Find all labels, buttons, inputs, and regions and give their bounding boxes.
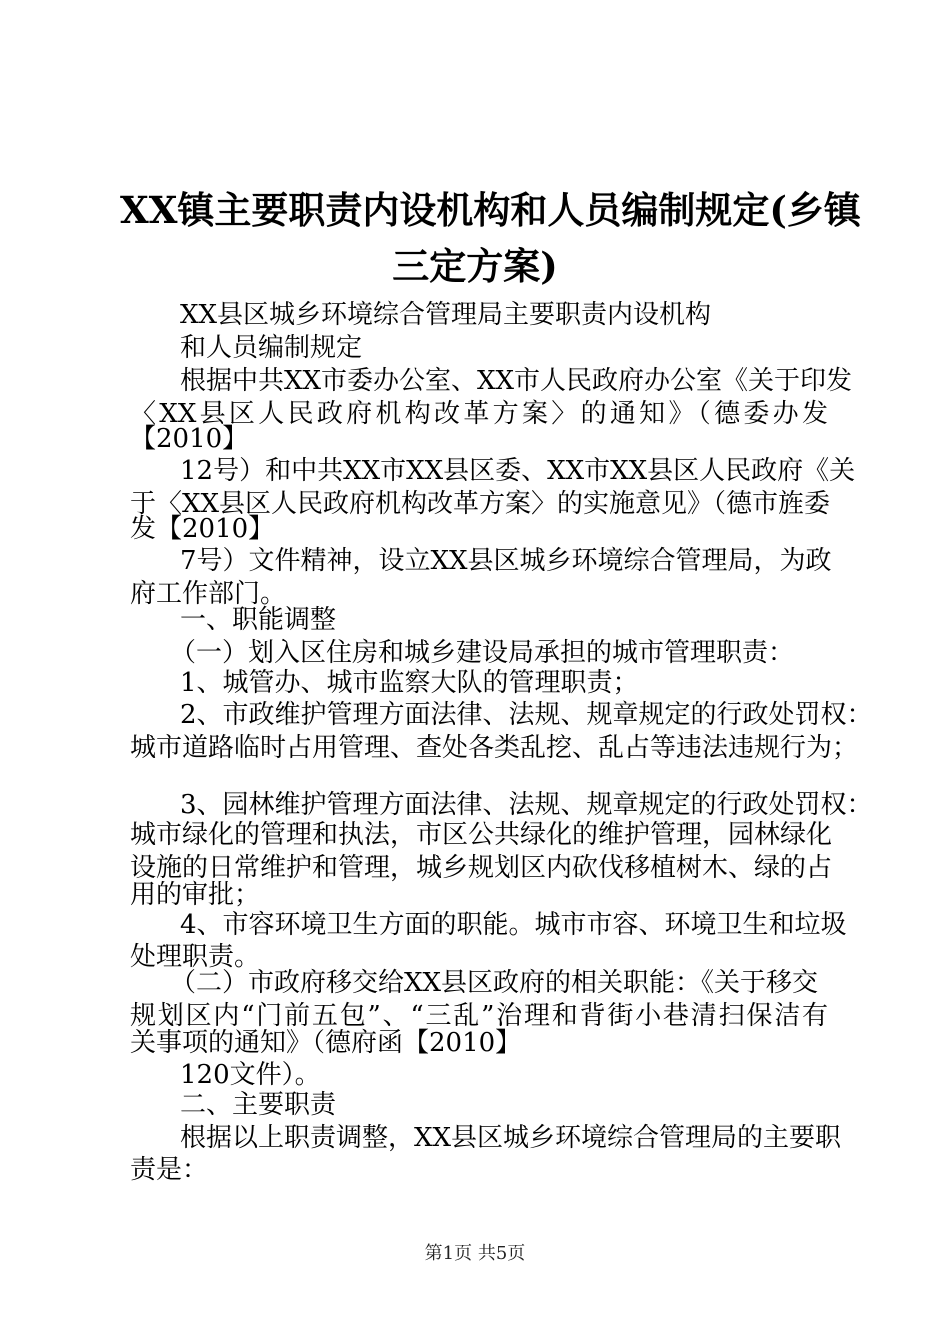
body-line: （二）市政府移交给XX县区政府的相关职能：《关于移交: [170, 968, 819, 998]
section-heading: 一、职能调整: [180, 605, 337, 635]
body-line: 处理职责。: [130, 942, 261, 972]
body-line: 120文件）。: [180, 1060, 321, 1090]
body-line: 城市道路临时占用管理、查处各类乱挖、乱占等违法违规行为；: [130, 733, 859, 763]
body-line: 责是：: [130, 1155, 209, 1185]
body-line: 【2010】: [130, 424, 249, 454]
body-line: 3、园林维护管理方面法律、法规、规章规定的行政处罚权：: [180, 790, 873, 820]
body-line: 用的审批；: [130, 880, 261, 910]
body-line: 关事项的通知》（德府函【2010】: [130, 1028, 522, 1058]
body-line: 城市绿化的管理和执法，市区公共绿化的维护管理，园林绿化: [130, 820, 833, 850]
section-heading: 二、主要职责: [180, 1090, 337, 1120]
body-line: （一）划入区住房和城乡建设局承担的城市管理职责：: [170, 638, 795, 668]
body-line: 根据中共XX市委办公室、XX市人民政府办公室《关于印发: [180, 366, 853, 396]
body-line: 规划区内“门前五包”、“三乱”治理和背街小巷清扫保洁有: [130, 1001, 828, 1031]
body-line: 根据以上职责调整，XX县区城乡环境综合管理局的主要职: [180, 1123, 842, 1153]
page-number-footer: 第1页 共5页: [424, 1243, 526, 1264]
document-title-line-2: 三定方案): [392, 244, 558, 288]
body-line: 2、市政维护管理方面法律、法规、规章规定的行政处罚权：: [180, 700, 873, 730]
body-line: 发【2010】: [130, 514, 275, 544]
body-line: 1、城管办、城市监察大队的管理职责；: [180, 668, 639, 698]
body-line: 和人员编制规定: [180, 333, 363, 363]
body-line: 〈XX县区人民政府机构改革方案〉的通知》（德委办发: [130, 399, 828, 429]
body-line: 设施的日常维护和管理，城乡规划区内砍伐移植树木、绿的占: [130, 853, 833, 883]
body-line: 7号）文件精神，设立XX县区城乡环境综合管理局，为政: [180, 546, 832, 576]
body-line: 4、市容环境卫生方面的职能。城市市容、环境卫生和垃圾: [180, 910, 847, 940]
body-line: 12号）和中共XX市XX县区委、XX市XX县区人民政府《关: [180, 456, 856, 486]
body-line: 于〈XX县区人民政府机构改革方案〉的实施意见》（德市旌委: [130, 489, 831, 519]
document-title-line-1: XX镇主要职责内设机构和人员编制规定(乡镇: [120, 188, 861, 232]
body-line: XX县区城乡环境综合管理局主要职责内设机构: [180, 300, 712, 330]
body-line: 府工作部门。: [130, 579, 287, 609]
